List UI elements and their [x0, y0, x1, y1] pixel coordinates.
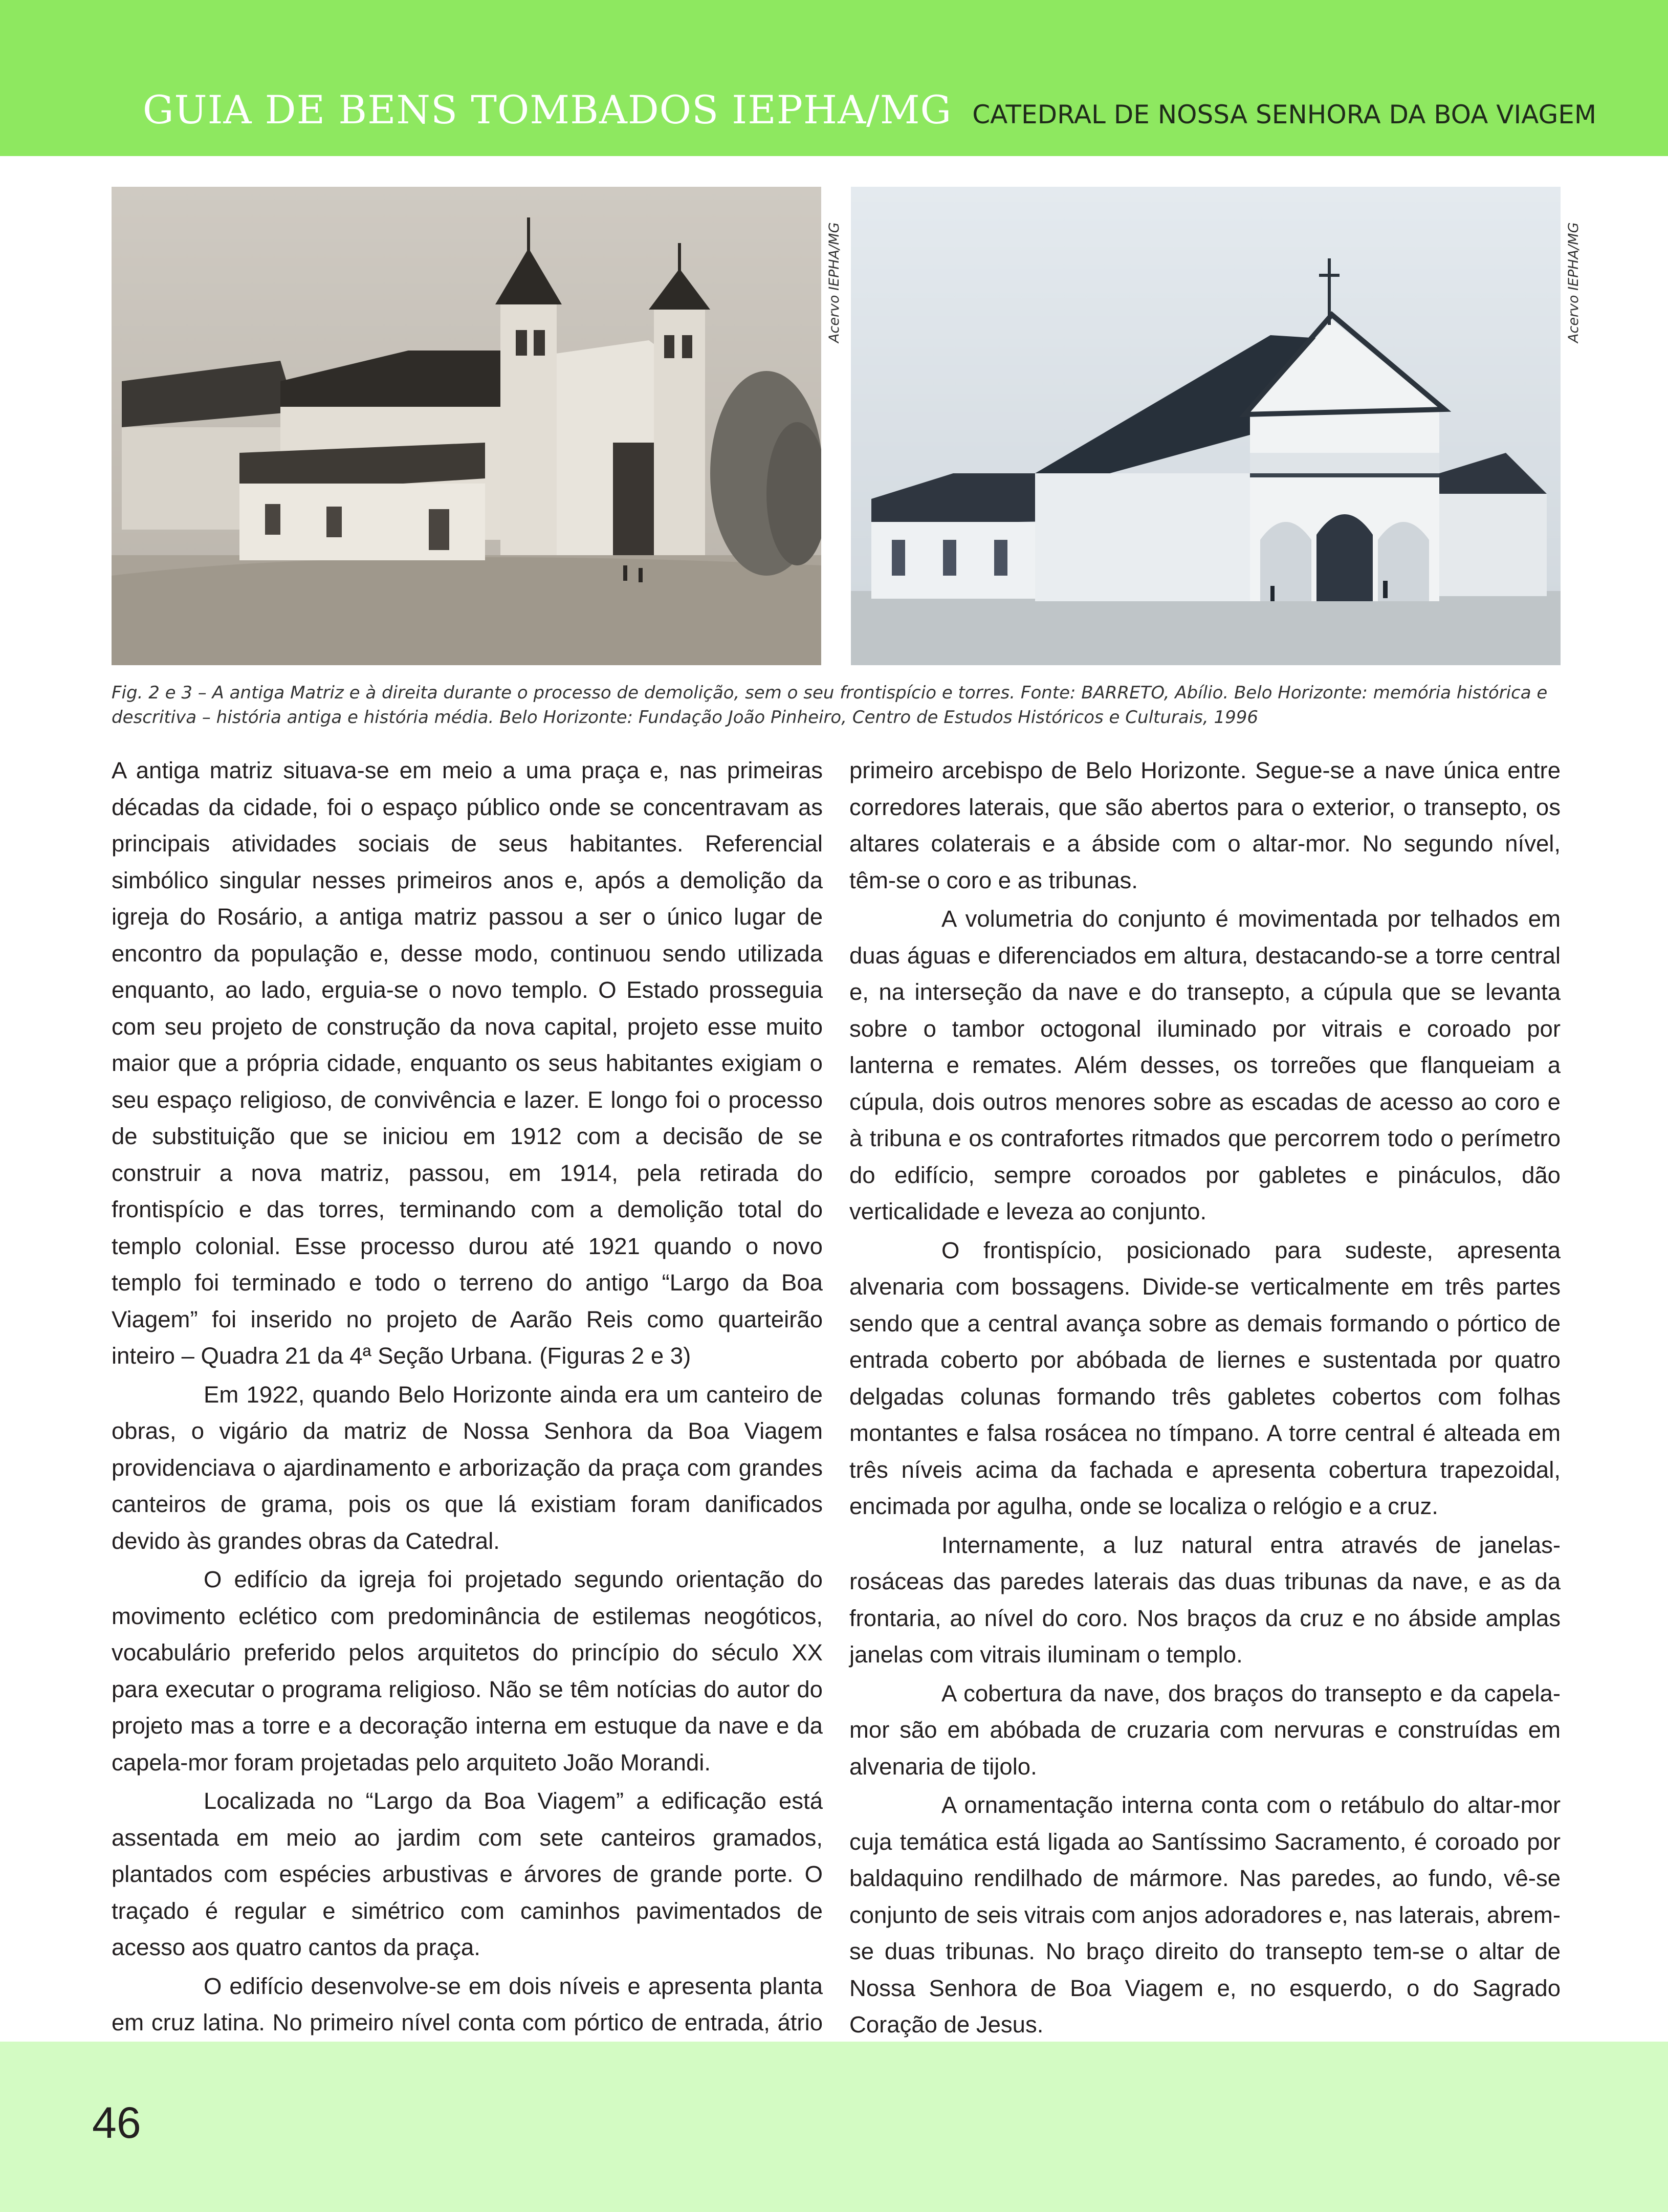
figure-caption: Fig. 2 e 3 – A antiga Matriz e à direita durante o processo de demolição, sem o seu frontispício e torres. Fonte: BARRETO, Abílio. Belo Horizonte: memória histórica e descritiva – história antiga e história média. Belo Horizonte: Fundação João Pinheiro, Centro de Estudos Históricos e Culturais, 1996 [112, 683, 1548, 728]
paragraph: A cobertura da nave, dos braços do transepto e da capela-mor são em abóbada de cruzaria com nervuras e construídas em alvenaria de tijolo. [849, 1680, 1561, 1780]
section-title: CATEDRAL DE NOSSA SENHORA DA BOA VIAGEM [972, 100, 1596, 129]
figure-demolition-photo [851, 187, 1561, 665]
paragraph: O edifício da igreja foi projetado segundo orientação do movimento eclético com predominância de estilemas neogóticos, vocabulário preferido pelos arquitetos do princípio do século XX para executar o programa religioso. Não se têm notícias do autor do projeto mas a torre e a decoração interna em estuque da nave e da capela-mor foram projetadas pelo arquiteto João Morandi. [112, 1566, 823, 1776]
guide-title: GUIA DE BENS TOMBADOS IEPHA/MG [142, 87, 952, 133]
header-title [143, 87, 1596, 133]
body-column-right [849, 752, 1561, 2045]
figure-old-matriz-photo [112, 187, 821, 665]
page-number: 46 [92, 2098, 141, 2148]
header-band [0, 0, 1668, 156]
paragraph: A ornamentação interna conta com o retábulo do altar-mor cuja temática está ligada ao Santíssimo Sacramento, é coroado por baldaquino rendilhado de mármore. Nas paredes, ao fundo, vê-se conjunto de seis vitrais com anjos adoradores e, nas laterais, abrem-se duas tribunas. No braço direito do transepto tem-se o altar de Nossa Senhora de Boa Viagem e, no esquerdo, o do Sagrado Coração de Jesus. [849, 1792, 1561, 2038]
paragraph: primeiro arcebispo de Belo Horizonte. Segue-se a nave única entre corredores laterais, que são abertos para o exterior, o transepto, os altares colaterais e a ábside com o altar-mor. No segundo nível, têm-se o coro e as tribunas. [849, 757, 1561, 893]
paragraph: Internamente, a luz natural entra através de janelas-rosáceas das paredes laterais das duas tribunas da nave, e as da frontaria, ao nível do coro. Nos braços da cruz e no ábside amplas janelas com vitrais iluminam o templo. [849, 1531, 1561, 1668]
paragraph: O edifício desenvolve-se em dois níveis e apresenta planta em cruz latina. No primeiro nível conta com pórtico de entrada, átrio [112, 1973, 823, 2035]
paragraph: Em 1922, quando Belo Horizonte ainda era um canteiro de obras, o vigário da matriz de Nossa Senhora da Boa Viagem providenciava o ajardinamento e arborização da praça com grandes canteiros de grama, pois os que lá existiam foram danificados devido às grandes obras da Catedral. [112, 1381, 823, 1554]
body-column-left [112, 752, 823, 2079]
photo-credit-left: Acervo IEPHA/MG [826, 222, 842, 343]
footer-band [0, 2042, 1668, 2212]
paragraph: A volumetria do conjunto é movimentada por telhados em duas águas e diferenciados em altura, destacando-se a torre central e, na interseção da nave e do transepto, a cúpula que se levanta sobre o tambor octogonal iluminado por vitrais e coroado por lanterna e remates. Além desses, os torreões que flanqueiam a cúpula, dois outros menores sobre as escadas de acesso ao coro e à tribuna e os contrafortes ritmados que percorrem todo o perímetro do edifício, sempre coroados por gabletes e pináculos, dão verticalidade e leveza ao conjunto. [849, 906, 1561, 1224]
paragraph: Localizada no “Largo da Boa Viagem” a edificação está assentada em meio ao jardim com sete canteiros gramados, plantados com espécies arbustivas e árvores de grande porte. O traçado é regular e simétrico com caminhos pavimentados de acesso aos quatro cantos da praça. [112, 1788, 823, 1960]
photo-credit-right: Acervo IEPHA/MG [1566, 222, 1582, 343]
paragraph: O frontispício, posicionado para sudeste, apresenta alvenaria com bossagens. Divide-se verticalmente em três partes sendo que a central avança sobre as demais formando o pórtico de entrada coberto por abóbada de liernes e sustentada por quatro delgadas colunas formando três gabletes cobertos com folhas montantes e falsa rosácea no tímpano. A torre central é alteada em três níveis acima da fachada e apresenta cobertura trapezoidal, encimada por agulha, onde se localiza o relógio e a cruz. [849, 1237, 1561, 1519]
paragraph: A antiga matriz situava-se em meio a uma praça e, nas primeiras décadas da cidade, foi o espaço público onde se concentravam as principais atividades sociais de seus habitantes. Referencial simbólico singular nesses primeiros anos e, após a demolição da igreja do Rosário, a antiga matriz passou a ser o único lugar de encontro da população e, desse modo, continuou sendo utilizada enquanto, ao lado, erguia-se o novo templo. O Estado prosseguia com seu projeto de construção da nova capital, projeto esse muito maior que a própria cidade, enquanto os seus habitantes exigiam o seu espaço religioso, de convivência e lazer. E longo foi o processo de substituição que se iniciou em 1912 com a decisão de se construir a nova matriz, passou, em 1914, pela retirada do frontispício e das torres, terminando com a demolição total do templo colonial. Esse processo durou até 1921 quando o novo templo foi terminado e todo o terreno do antigo “Largo da Boa Viagem” foi inserido no projeto de Aarão Reis como quarteirão inteiro – Quadra 21 da 4ª Seção Urbana. (Figuras 2 e 3) [112, 757, 823, 1369]
